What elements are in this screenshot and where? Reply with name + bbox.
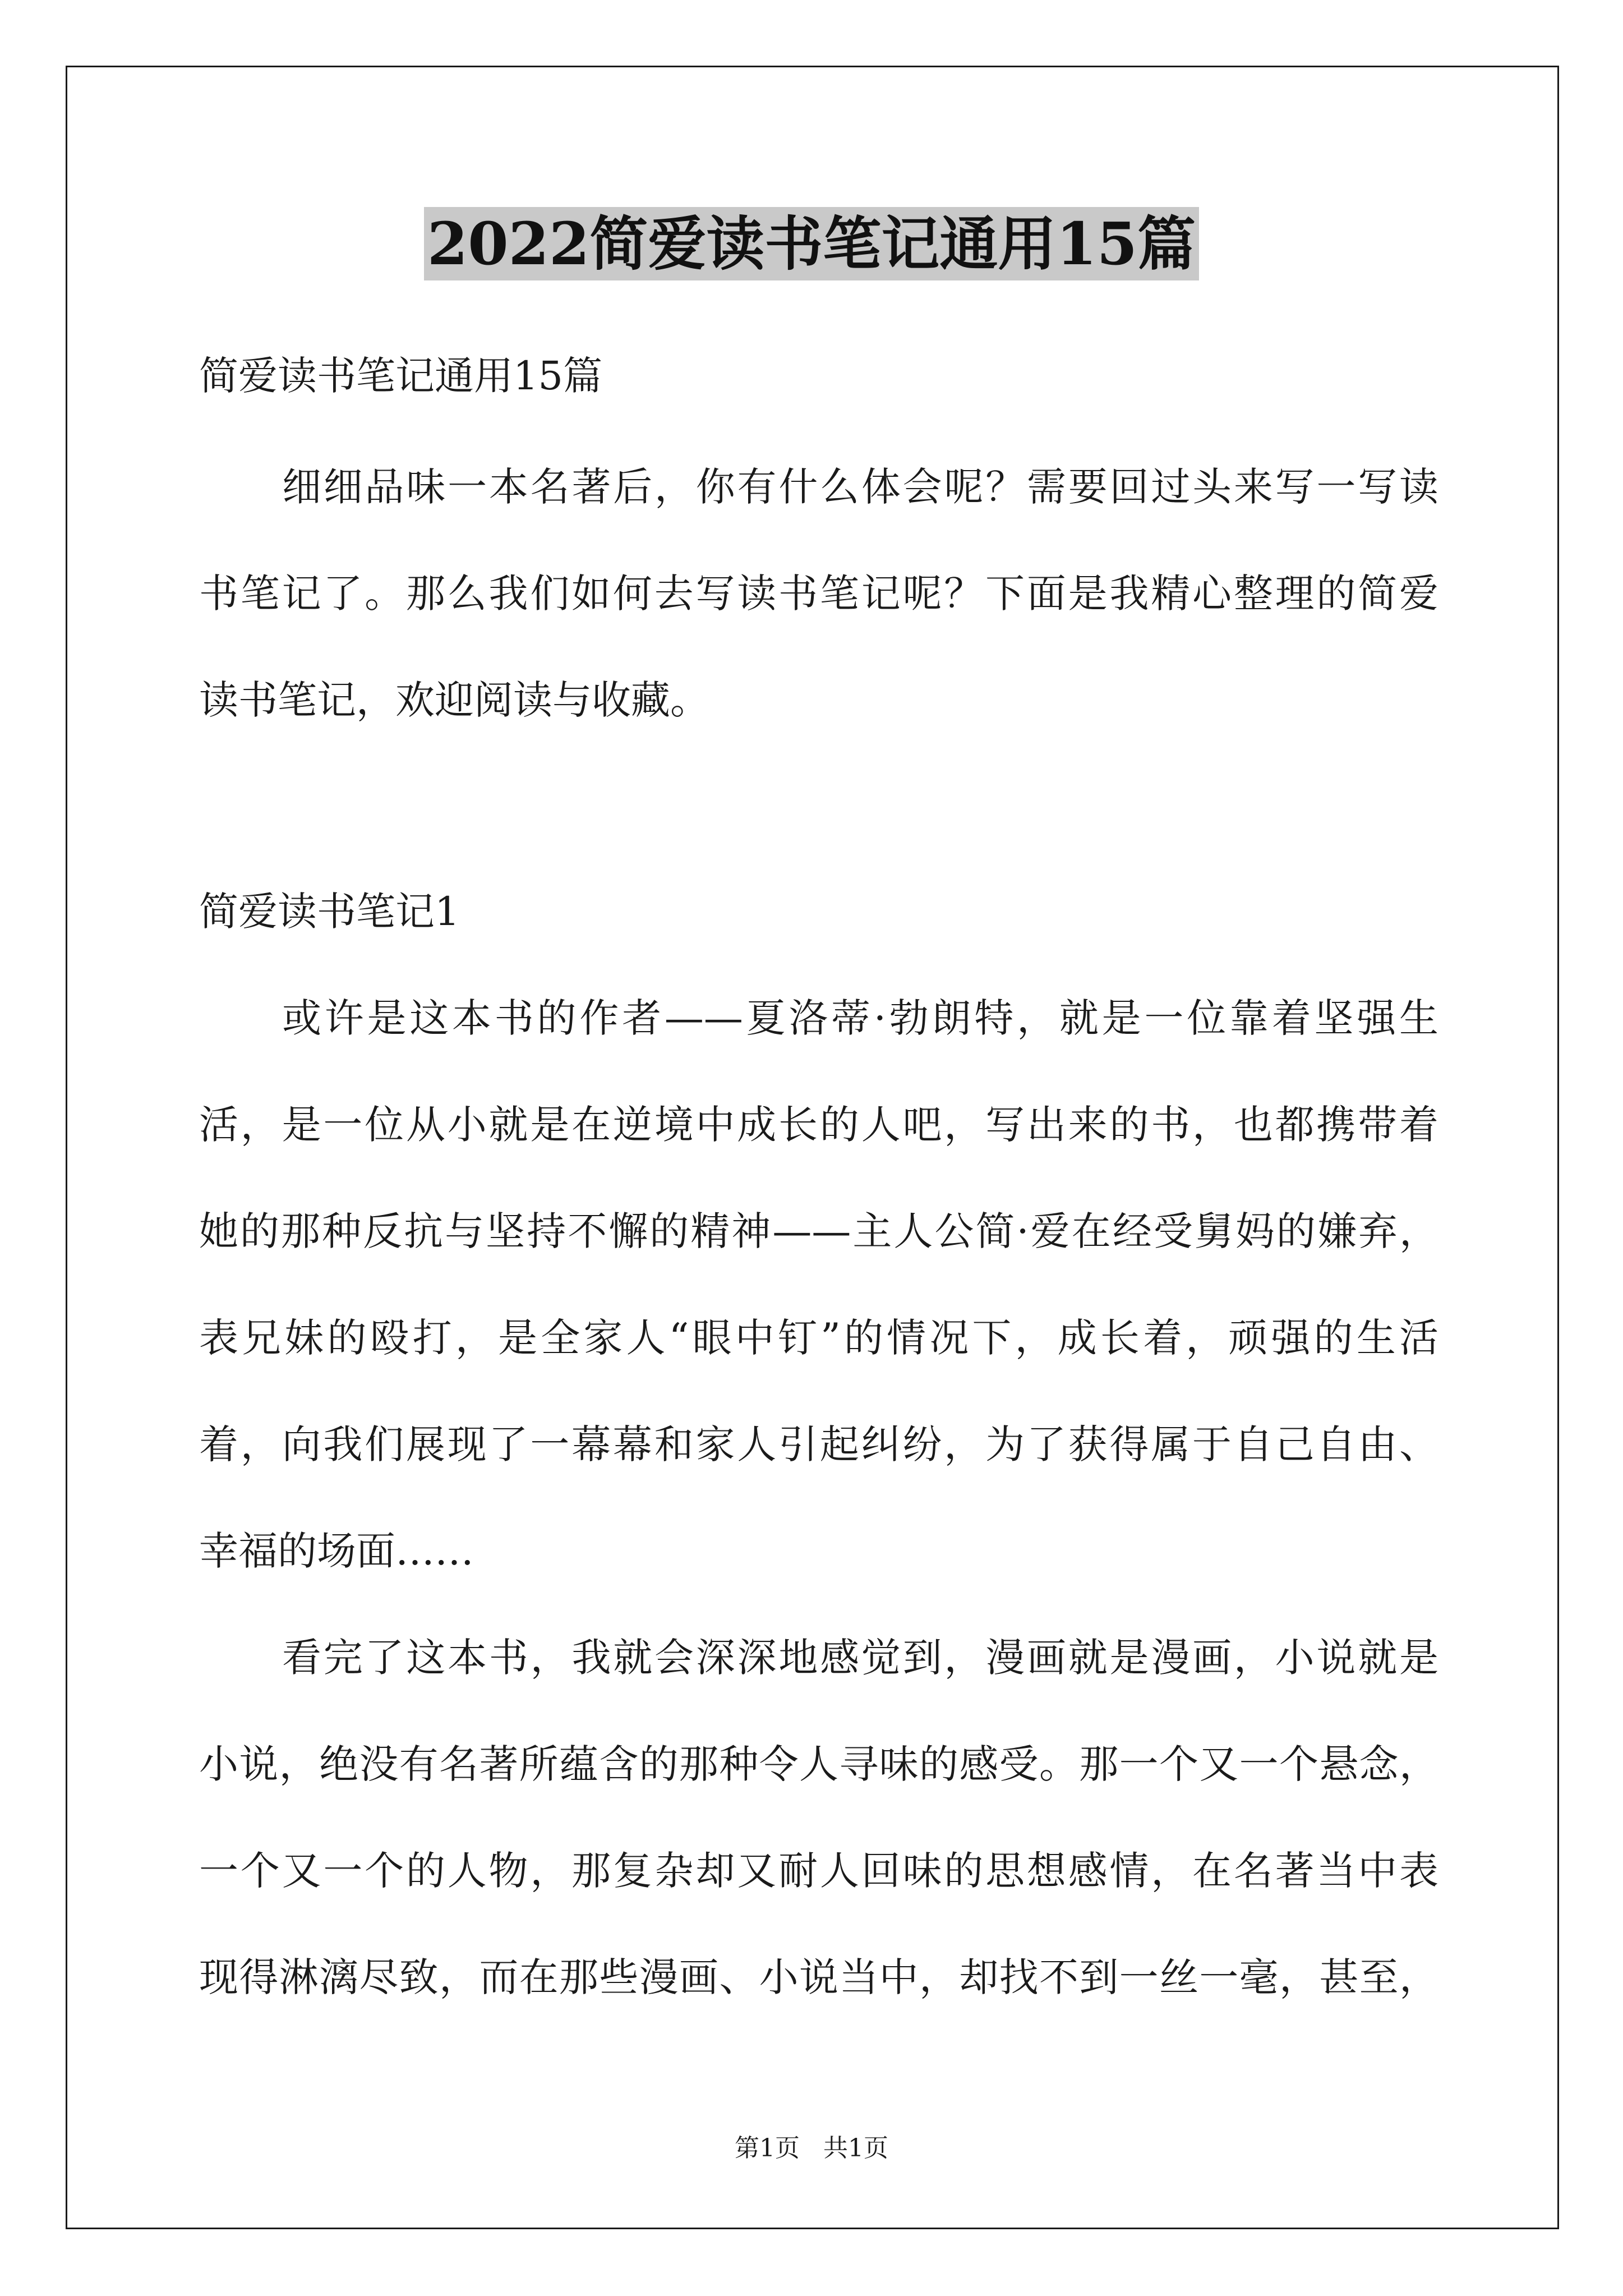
paragraph-2-line: 现得淋漓尽致，而在那些漫画、小说当中，却找不到一丝一毫，甚至， <box>199 1954 1438 2000</box>
document-title <box>0 202 1623 286</box>
document-subtitle: 简爱读书笔记通用15篇 <box>199 353 603 399</box>
paragraph-1-line: 活，是一位从小就是在逆境中成长的人吧，写出来的书，也都携带着 <box>199 1102 1438 1148</box>
intro-line: 读书笔记，欢迎阅读与收藏。 <box>199 677 709 723</box>
paragraph-1-line: 幸福的场面…… <box>199 1528 474 1574</box>
page-footer: 第1页 共1页 <box>735 2134 888 2162</box>
document-title-text: 2022简爱读书笔记通用15篇 <box>424 207 1199 280</box>
intro-line: 细细品味一本名著后，你有什么体会呢？需要回过头来写一写读 <box>282 464 1438 510</box>
paragraph-1-line: 或许是这本书的作者——夏洛蒂·勃朗特，就是一位靠着坚强生 <box>282 995 1438 1041</box>
paragraph-1-line: 表兄妹的殴打，是全家人“眼中钉”的情况下，成长着，顽强的生活 <box>199 1315 1438 1361</box>
paragraph-2-line: 看完了这本书，我就会深深地感觉到，漫画就是漫画，小说就是 <box>282 1635 1438 1681</box>
section-heading: 简爱读书笔记1 <box>199 889 460 935</box>
paragraph-1-line: 她的那种反抗与坚持不懈的精神——主人公简·爱在经受舅妈的嫌弃， <box>199 1208 1438 1254</box>
paragraph-2-line: 一个又一个的人物，那复杂却又耐人回味的思想感情，在名著当中表 <box>199 1848 1438 1894</box>
paragraph-1-line: 着，向我们展现了一幕幕和家人引起纠纷，为了获得属于自己自由、 <box>199 1421 1438 1467</box>
paragraph-2-line: 小说，绝没有名著所蕴含的那种令人寻味的感受。那一个又一个悬念， <box>199 1741 1438 1787</box>
intro-line: 书笔记了。那么我们如何去写读书笔记呢？下面是我精心整理的简爱 <box>199 570 1438 616</box>
